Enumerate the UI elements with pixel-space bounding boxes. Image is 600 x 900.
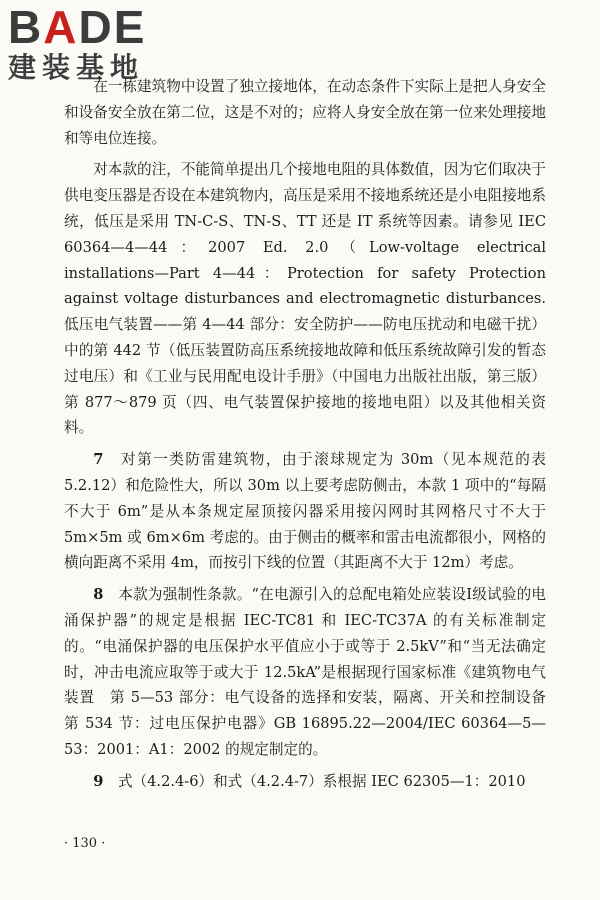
logo-subtitle: 建装基地 (8, 51, 145, 84)
paragraph-2: 对本款的注，不能简单提出几个接地电阻的具体数值，因为它们取决于供电变压器是否设在本建筑物内，高压是采用不接地系统还是小电阻接地系统，低压是采用 TN-C-S、TN-S、TT 还是 IT 系统等因素。请参见 IEC 60364—4—44：2007 Ed. 2.0（Low-voltage electrical installations—Part 4—44：Protection for safety Protection against voltage disturbances and electromagnetic disturbances. 低压电气装置——第 4—44 部分：安全防护——防电压扰动和电磁干扰）中的第 442 节（低压装置防高压系统接地故障和低压系统故障引发的暂态过电压）和《工业与民用配电设计手册》（中国电力出版社出版，第三版）第 877～879 页（四、电气装置保护接地的接地电阻）以及其他相关资料。 (64, 161, 546, 437)
logo-letter-a: A (43, 1, 79, 53)
paragraph-clause-7: 7 对第一类防雷建筑物，由于滚球规定为 30m（见本规范的表 5.2.12）和危险性大，所以 30m 以上要考虑防侧击，本款 1 项中的“每隔不大于 6m”是从本条规定屋顶接闪器采用接闪网时其网格尺寸不大于 5m×5m 或 6m×6m 考虑的。由于侧击的概率和雷击电流都很小，网格的横向距离不采用 4m，而按引下线的位置（其距离不大于 12m）考虑。 (64, 451, 546, 572)
clause-number-9: 9 (93, 772, 104, 790)
logo-wordmark (8, 1, 178, 53)
paragraph-clause-8: 8 本款为强制性条款。“在电源引入的总配电箱处应装设Ⅰ级试验的电涌保护器”的规定是根据 IEC-TC81 和 IEC-TC37A 的有关标准制定的。“电涌保护器的电压保护水平值应小于或等于 2.5kV”和“当无法确定时，冲击电流应取等于或大于 12.5kA”是根据现行国家标准《建筑物电气装置 第 5—53 部分：电气设备的选择和安装，隔离、开关和控制设备 第 534 节：过电压保护电器》GB 16895.22—2004/IEC 60364—5—53：2001：A1：2002 的规定制定的。 (64, 586, 561, 758)
logo-letter-b: B (8, 1, 44, 53)
logo-letters-de: DE (78, 1, 147, 53)
paragraph-1: 在一栋建筑物中设置了独立接地体，在动态条件下实际上是把人身安全和设备安全放在第二位，这是不对的；应将人身安全放在第一位来处理接地和等电位连接。 (64, 78, 546, 147)
clause-number-8: 8 (93, 586, 104, 604)
document-body (64, 74, 561, 801)
clause-number-7: 7 (93, 451, 104, 469)
paragraph-clause-9: 9 式（4.2.4-6）和式（4.2.4-7）系根据 IEC 62305—1：2010 (93, 772, 526, 790)
page-number: · 130 · (64, 836, 106, 851)
